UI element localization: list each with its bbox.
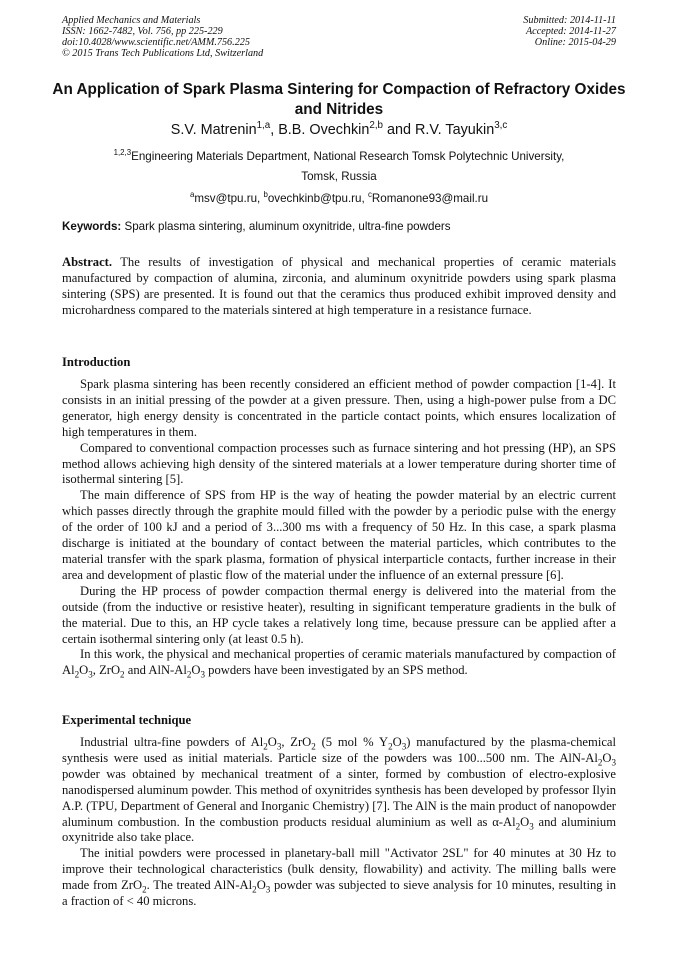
paragraph: Compared to conventional compaction processes such as furnace sintering and hot pressing (HP), an SPS method allows achieving high density of the sintered materials at a lower temperature during shorter time of isothermal sintering [5]. <box>62 440 616 487</box>
affil-mark: 1,2,3 <box>113 148 132 158</box>
journal-info <box>62 15 263 59</box>
abstract <box>62 255 616 319</box>
keywords-label: Keywords: <box>62 220 122 233</box>
author-name: B.B. Ovechkin <box>278 122 370 138</box>
paragraph: In this work, the physical and mechanical properties of ceramic materials manufactured by compaction of $Al_2O_3$, ZrO$_2$ and AlN-$Al_2O_3$ powders have been investigated by an SPS method. <box>62 647 616 680</box>
author-emails <box>40 190 638 208</box>
section-heading-introduction: Introduction <box>62 355 131 369</box>
paragraph: Industrial ultra-fine powders of $Al_2O_3$, ZrO$_2$ (5 mol % $Y_2O_3$) manufactured by the plasma-chemical synthesis were used as initial materials. Particle size of the powders was 100...500 nm. The AlN-$Al_2O_3$ powder was obtained by mechanical treatment of a sinter, formed by combustion of electro-explosive nanodispersed aluminum powder. This method of oxynitrides synthesis has been developed by professor Ilyin A.P. (TPU, Department of General and Inorganic Chemistry) [7]. The AlN is the main product of nanopowder aluminum combustion. In the combustion products residual aluminium as well as $\alpha-Al_2O_3$ and aluminium oxynitride also take place. <box>62 735 616 845</box>
introduction-body <box>62 377 616 679</box>
abstract-label: Abstract. <box>62 255 113 269</box>
email-mark: c <box>367 190 372 200</box>
experimental-body <box>62 735 616 910</box>
section-heading-experimental: Experimental technique <box>62 713 192 727</box>
paragraph: The main difference of SPS from HP is the way of heating the powder material by an electric current which passes directly through the graphite mould filled with the powder by a periodic pulse with the energy of the order of 100 kJ and a period of 3...300 ms with a frequency of 50 Hz. In this case, a spark plasma discharge is initiated at the boundary of contact between the material particles, which contributes to the material transfer with the spark plasma, formation of physical interparticle contacts, further increase in their area and development of plastic flow of the material under the influence of an external pressure [6]. <box>62 488 616 582</box>
paragraph: During the HP process of powder compaction thermal energy is delivered into the material from the outside (from the inductive or resistive heater), resulting in significant temperature gradients in the bulk of the material. Due to this, an HP cycle takes a relatively long time, because pressure can be applied after a certain isothermal sintering only (at least 0.5 h). <box>62 583 616 646</box>
paper-title: An Application of Spark Plasma Sintering for Compaction of Refractory Oxides and Nitrides <box>52 81 626 118</box>
author-affil-mark: 3,c <box>494 120 508 132</box>
email-separator: , <box>361 192 368 205</box>
author-affil-mark: 1,a <box>256 120 271 132</box>
author-affil-mark: 2,b <box>369 120 383 132</box>
paragraph: The initial powders were processed in planetary-ball mill "Activator 2SL" for 40 minutes at 30 Hz to improve their technological characteristics (bulk density, flowability) and activity. The milling balls were made from ZrO$_2$. The treated AlN-$Al_2O_3$ powder was subjected to sieve analysis for 10 minutes, resulting in a fraction of < 40 microns. <box>62 846 617 909</box>
affiliation <box>40 147 638 186</box>
author-separator: , <box>270 122 279 138</box>
author-name: S.V. Matrenin <box>170 122 257 138</box>
issn-line: ISSN: 1662-7482, Vol. 756, pp 225-229 <box>62 26 223 38</box>
author-name: R.V. Tayukin <box>415 122 495 138</box>
submitted-date: Submitted: 2014-11-11 <box>523 15 616 26</box>
doi-line: doi:10.4028/www.scientific.net/AMM.756.225 <box>62 37 250 49</box>
email-mark: b <box>263 190 268 200</box>
email-link[interactable]: msv@tpu.ru <box>194 192 258 205</box>
accepted-date: Accepted: 2014-11-27 <box>525 26 616 38</box>
author-list <box>40 121 638 139</box>
email-separator: , <box>257 192 264 205</box>
affil-city: Tomsk, Russia <box>301 169 377 183</box>
email-link[interactable]: Romanone93@mail.ru <box>371 192 489 205</box>
email-link[interactable]: ovechkinb@tpu.ru <box>267 192 362 205</box>
abstract-text: The results of investigation of physical and mechanical properties of ceramic materials manufactured by compaction of alumina, zirconia, and aluminum oxynitride powders using spark plasma sintering (SPS) are presented. It is found out that the ceramics thus produced exhibit improved density and microhardness compared to the materials sintered at high temperature in a resistance furnace. <box>62 255 616 317</box>
submission-dates <box>523 15 616 48</box>
online-date: Online: 2015-04-29 <box>534 37 616 49</box>
author-separator: and <box>382 122 415 138</box>
keywords-text: Spark plasma sintering, aluminum oxynitride, ultra-fine powders <box>121 220 451 233</box>
copyright-line: © 2015 Trans Tech Publications Ltd, Switzerland <box>62 48 264 60</box>
paragraph: Spark plasma sintering has been recently considered an efficient method of powder compaction [1-4]. It consists in an initial pressing of the powder at a given pressure. Then, using a high-power pulse from a DC generator, high energy density is concentrated in the particle contact points, which ensures localization of high temperatures in them. <box>62 377 616 439</box>
affil-line: Engineering Materials Department, National Research Tomsk Polytechnic University, <box>131 150 565 163</box>
email-mark: a <box>189 190 195 200</box>
keywords <box>62 219 616 235</box>
journal-name: Applied Mechanics and Materials <box>62 15 201 26</box>
